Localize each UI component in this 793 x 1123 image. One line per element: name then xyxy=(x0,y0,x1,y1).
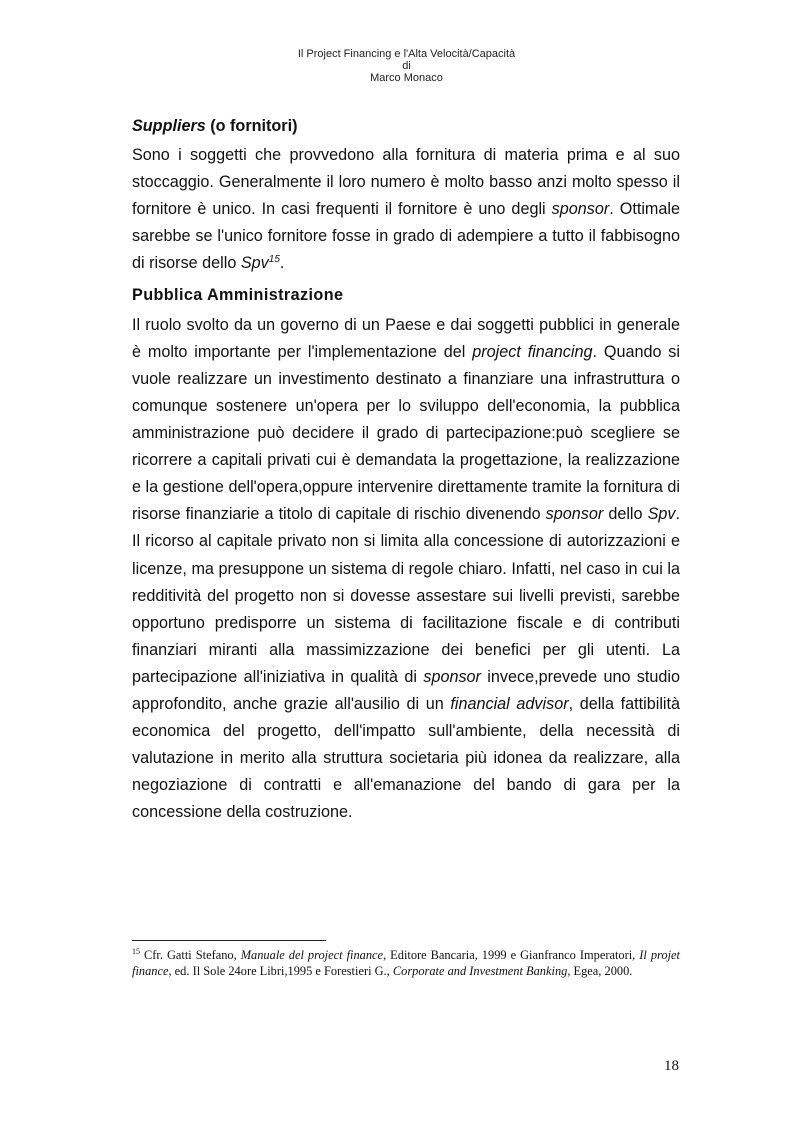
italic-term: project financing xyxy=(472,342,593,361)
text-run: , della fattibilità economica del progetto, dell'impatto sull'ambiente, della necessità di valutazione in merito alla struttura societaria più idonea da realizzare, alla negoziazione di contratti e all'emanazione del bando di gara per la concessione della costruzione. xyxy=(132,694,681,822)
paragraph-suppliers xyxy=(132,142,680,277)
footnote-text: Cfr. Gatti Stefano, xyxy=(140,948,241,962)
text-run: Il ruolo svolto da un governo di un Paese e dai soggetti pubblici in generale è molto importante per l'implementazione del xyxy=(132,315,680,361)
footnote-number: 15 xyxy=(132,947,140,956)
text-run: . xyxy=(279,254,285,273)
footnote-title: Manuale del project finance xyxy=(240,948,384,962)
body-text xyxy=(132,113,680,826)
header-di: di xyxy=(402,60,411,72)
italic-term: Spv xyxy=(240,254,269,273)
text-run: invece,prevede uno studio approfondito, anche grazie all'ausilio di un xyxy=(132,667,680,713)
heading-suppliers-rest: (o fornitori) xyxy=(205,117,298,135)
text-run: . Quando si vuole realizzare un investimento destinato a finanziare una infrastruttura o comunque sostenere un'opera per lo sviluppo dell'economia, la pubblica amministrazione può decidere il grado di partecipazione:può scegliere se ricorrere a capitali privati cui è demandata la progettazione, la realizzazione e la gestione dell'opera,oppure intervenire direttamente tramite la fornitura di risorse finanziarie a titolo di capitale di rischio divenendo xyxy=(132,342,680,524)
footnote-text: , Egea, 2000. xyxy=(567,964,633,978)
text-run: dello xyxy=(603,505,648,524)
page-number: 18 xyxy=(664,1058,679,1074)
text-run: . Ottimale sarebbe se l'unico fornitore fosse in grado di adempiere a tutto il fabbisogno di risorse dello xyxy=(132,200,680,273)
italic-term: sponsor xyxy=(551,200,610,219)
text-run: Sono i soggetti che provvedono alla fornitura di materia prima e al suo stoccaggio. Generalmente il loro numero è molto basso anzi molto spesso il fornitore è unico. In casi frequenti il fornitore è uno degli xyxy=(132,146,680,219)
heading-suppliers-italic: Suppliers xyxy=(132,117,206,135)
footnote-title: Corporate and Investment Banking xyxy=(392,964,568,978)
footnote xyxy=(132,947,680,979)
italic-term: financial advisor xyxy=(450,694,569,713)
text-run: . Il ricorso al capitale privato non si limita alla concessione di autorizzazioni e licenze, ma presuppone un sistema di regole chiaro. Infatti, nel caso in cui la redditività del progetto non si dovesse assestare sui livelli previsti, sarebbe opportuno predisporre un sistema di facilitazione fiscale e di contributi finanziari miranti alla massimizzazione dei benefici per gli utenti. La partecipazione all'iniziativa in qualità di xyxy=(132,505,680,686)
footnote-separator xyxy=(132,940,326,941)
italic-term: sponsor xyxy=(423,667,481,686)
footnote-ref[interactable]: 15 xyxy=(268,254,280,266)
header-author: Marco Monaco xyxy=(370,72,443,84)
heading-suppliers xyxy=(132,113,680,140)
italic-term: sponsor xyxy=(545,505,604,524)
italic-term: Spv xyxy=(647,505,676,524)
footnote-text: , ed. Il Sole 24ore Libri,1995 e Forestieri G., xyxy=(168,964,393,978)
footnote-title: Il projet finance xyxy=(132,948,680,978)
header-title: Il Project Financing e l'Alta Velocità/Capacità xyxy=(297,48,516,60)
footnote-text: , Editore Bancaria, 1999 e Gianfranco Imperatori, xyxy=(383,948,640,962)
paragraph-pubblica-amministrazione xyxy=(132,312,680,827)
running-header xyxy=(0,48,793,84)
heading-pubblica-amministrazione: Pubblica Amministrazione xyxy=(132,285,344,304)
